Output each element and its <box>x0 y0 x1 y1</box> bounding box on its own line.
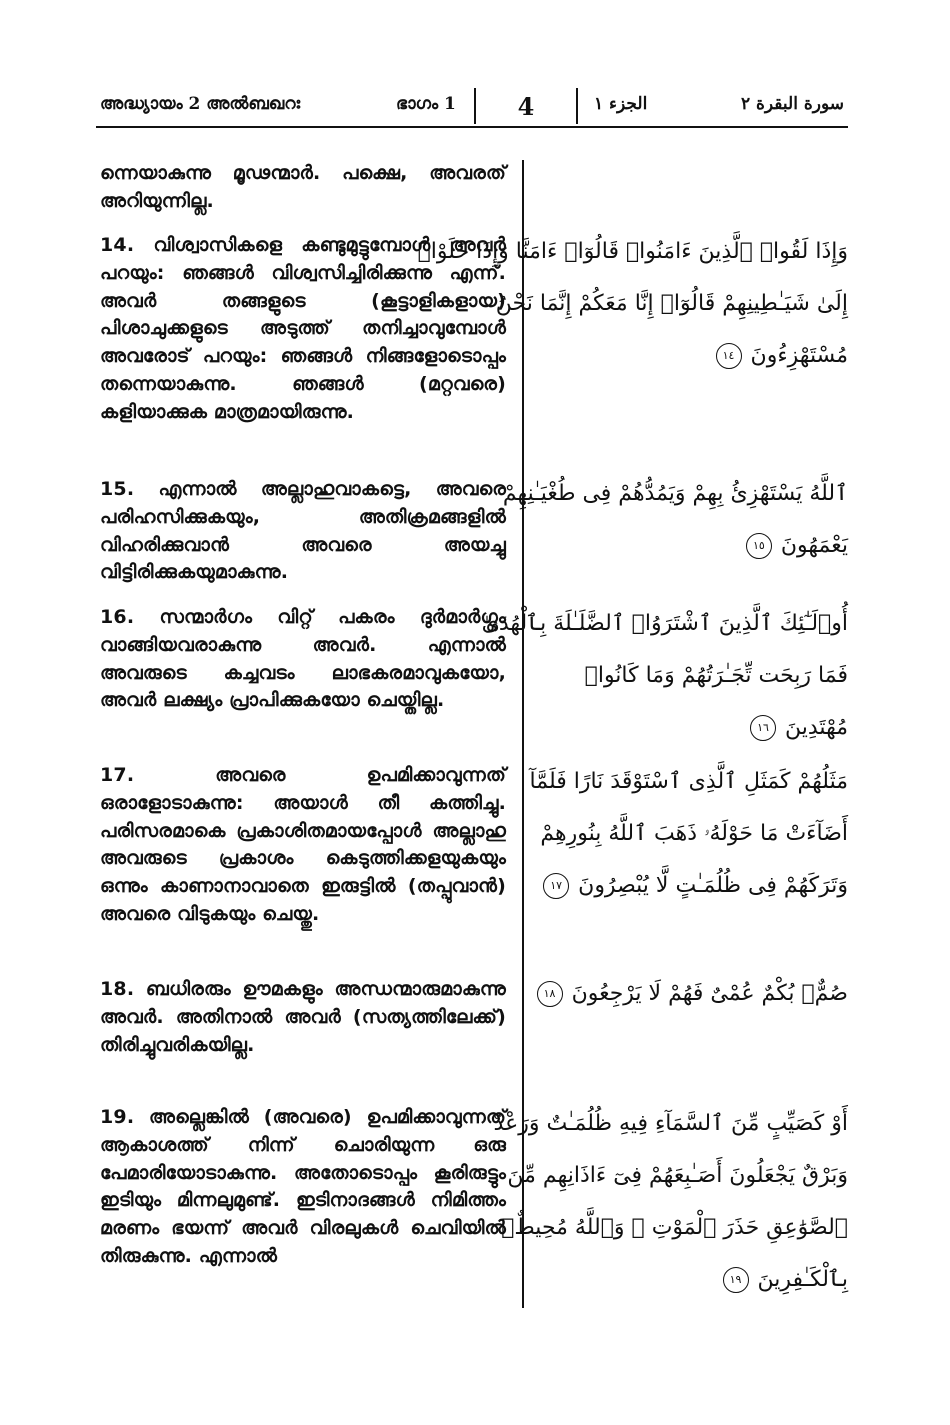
translation-verse-16: 16. സന്മാർഗം വിറ്റ് പകരം ദുർമാർഗ്ഗം വാങ്ങിയവരാകുന്നു അവർ. എന്നാൽ അവരുടെ കച്ചവടം ലാഭകരമാവുകയോ, അവർ ലക്ഷ്യം പ്രാപിക്കുകയോ ചെയ്തില്ല. <box>100 606 506 712</box>
translation-verse-14: 14. വിശ്വാസികളെ കണ്ടുമുട്ടുമ്പോൾ അവർ പറയും: ഞങ്ങൾ വിശ്വസിച്ചിരിക്കുന്നു എന്ന്. അവർ തങ്ങളുടെ (കൂട്ടാളികളായ) പിശാചുക്കളുടെ അടുത്ത് തനിച്ചാവുമ്പോൾ അവരോട് പറയും: ഞങ്ങൾ നിങ്ങളോടൊപ്പം തന്നെയാകുന്നു. ഞങ്ങൾ (മറ്റവരെ) കളിയാക്കുക മാത്രമായിരുന്നു. <box>100 234 506 423</box>
arabic-verse-15 <box>502 468 848 572</box>
arabic-verse-14 <box>417 226 848 382</box>
arabic-line: إِلَىٰ شَيَـٰطِينِهِمْ قَالُوٓا۟ إِنَّا مَعَكُمْ إِنَّمَا نَحْنُ <box>495 291 848 316</box>
part-label: ഭാഗം 1 <box>396 94 456 114</box>
chapter-title: അദ്ധ്യായം 2 അൽബഖറഃ <box>100 94 301 114</box>
arabic-line-text: بِٱلْكَـٰفِرِينَ <box>757 1267 848 1292</box>
arabic-line <box>540 968 848 1020</box>
arabic-line: أَوْ كَصَيِّبٍ مِّنَ ٱلسَّمَآءِ فِيهِ ظُلُمَـٰتٌ وَرَعْدٌ <box>493 1111 848 1136</box>
verse-number-marker: ١٨ <box>537 981 563 1007</box>
translation-verse-19: 19. അല്ലെങ്കിൽ (അവരെ) ഉപമിക്കാവുന്നത് ആകാശത്ത് നിന്ന് ചൊരിയുന്ന ഒരു പേമാരിയോടാകുന്നു. അതോടൊപ്പം കൂരിരുട്ടും ഇടിയും മിന്നലുമുണ്ട്. ഇടിനാദങ്ങൾ നിമിത്തം മരണം ഭയന്ന് അവർ വിരലുകൾ ചെവിയിൽ തിരുകുന്നു. എന്നാൽ <box>100 1106 506 1267</box>
arabic-verse-19 <box>493 1098 848 1306</box>
verse-number-marker: ١٩ <box>723 1267 749 1293</box>
arabic-line: مَثَلُهُمْ كَمَثَلِ ٱلَّذِى ٱسْتَوْقَدَ نَارًا فَلَمَّآ <box>529 769 848 794</box>
translation-continuation: ന്നെയാകുന്നു മൂഢന്മാർ. പക്ഷെ, അവരത് അറിയുന്നില്ല. <box>100 162 506 212</box>
verse-number-marker: ١٧ <box>543 873 569 899</box>
arabic-line-text: صُمٌّۢ بُكْمٌ عُمْىٌ فَهُمْ لَا يَرْجِعُونَ <box>571 981 848 1006</box>
arabic-line <box>540 702 848 754</box>
arabic-line-text: وَتَرَكَهُمْ فِى ظُلُمَـٰتٍ لَّا يُبْصِرُونَ <box>578 873 848 898</box>
arabic-line: أَضَآءَتْ مَا حَوْلَهُۥ ذَهَبَ ٱللَّهُ بِنُورِهِمْ <box>540 821 848 846</box>
verse-number-marker: ١٦ <box>750 715 776 741</box>
arabic-line: وَبَرْقٌ يَجْعَلُونَ أَصَـٰبِعَهُمْ فِىٓ ءَاذَانِهِم مِّنَ <box>507 1163 848 1188</box>
arabic-line: وَإِذَا لَقُوا۟ ٱلَّذِينَ ءَامَنُوا۟ قَالُوٓا۟ ءَامَنَّا وَإِذَا خَلَوْا۟ <box>417 239 848 264</box>
arabic-line: فَمَا رَبِحَت تِّجَـٰرَتُهُمْ وَمَا كَانُوا۟ <box>584 663 848 688</box>
arabic-line-text: يَعْمَهُونَ <box>780 533 848 558</box>
translation-verse-17: 17. അവരെ ഉപമിക്കാവുന്നത് ഒരാളോടാകുന്നു: അയാൾ തീ കത്തിച്ചു. പരിസരമാകെ പ്രകാശിതമായപ്പോൾ അല്ലാഹു അവരുടെ പ്രകാശം കെടുത്തിക്കളയുകയും ഒന്നും കാണാനാവാതെ ഇരുട്ടിൽ (തപ്പുവാൻ) അവരെ വിടുകയും ചെയ്തു. <box>100 764 506 925</box>
verse-number-marker: ١٥ <box>746 533 772 559</box>
arabic-line <box>540 330 848 382</box>
arabic-line <box>540 520 848 572</box>
page-header <box>96 88 848 128</box>
arabic-verse-18 <box>540 968 848 1020</box>
translation-verse-15: 15. എന്നാൽ അല്ലാഹുവാകട്ടെ, അവരെ പരിഹസിക്കുകയും, അതിക്രമങ്ങളിൽ വിഹരിക്കുവാൻ അവരെ അയച്ചു വിട്ടിരിക്കുകയുമാകുന്നു. <box>100 478 506 584</box>
arabic-line: ٱلصَّوَٰعِقِ حَذَرَ ٱلْمَوْتِ ۚ وَٱللَّهُ مُحِيطٌۢ <box>501 1215 848 1240</box>
surah-title: سورة البقرة ٢ <box>740 94 844 114</box>
arabic-line-text: مُهْتَدِينَ <box>785 715 848 740</box>
arabic-line <box>540 860 848 912</box>
page-number: 4 <box>474 88 578 124</box>
arabic-line: ٱللَّهُ يَسْتَهْزِئُ بِهِمْ وَيَمُدُّهُمْ فِى طُغْيَـٰنِهِمْ <box>502 481 848 506</box>
arabic-verse-16 <box>481 598 848 754</box>
arabic-line <box>540 1254 848 1306</box>
juz-label: الجزء ١ <box>594 94 648 114</box>
arabic-line: أُو۟لَـٰٓئِكَ ٱلَّذِينَ ٱشْتَرَوُا۟ ٱلضَّلَـٰلَةَ بِٱلْهُدَىٰ <box>481 611 848 636</box>
translation-verse-18: 18. ബധിരരും ഊമകളും അന്ധന്മാരുമാകുന്നു അവർ. അതിനാൽ അവർ (സത്യത്തിലേക്ക്) തിരിച്ചുവരികയില്ല. <box>100 978 506 1056</box>
arabic-line-text: مُسْتَهْزِءُونَ <box>750 343 848 368</box>
arabic-verse-17 <box>529 756 848 912</box>
verse-number-marker: ١٤ <box>716 343 742 369</box>
